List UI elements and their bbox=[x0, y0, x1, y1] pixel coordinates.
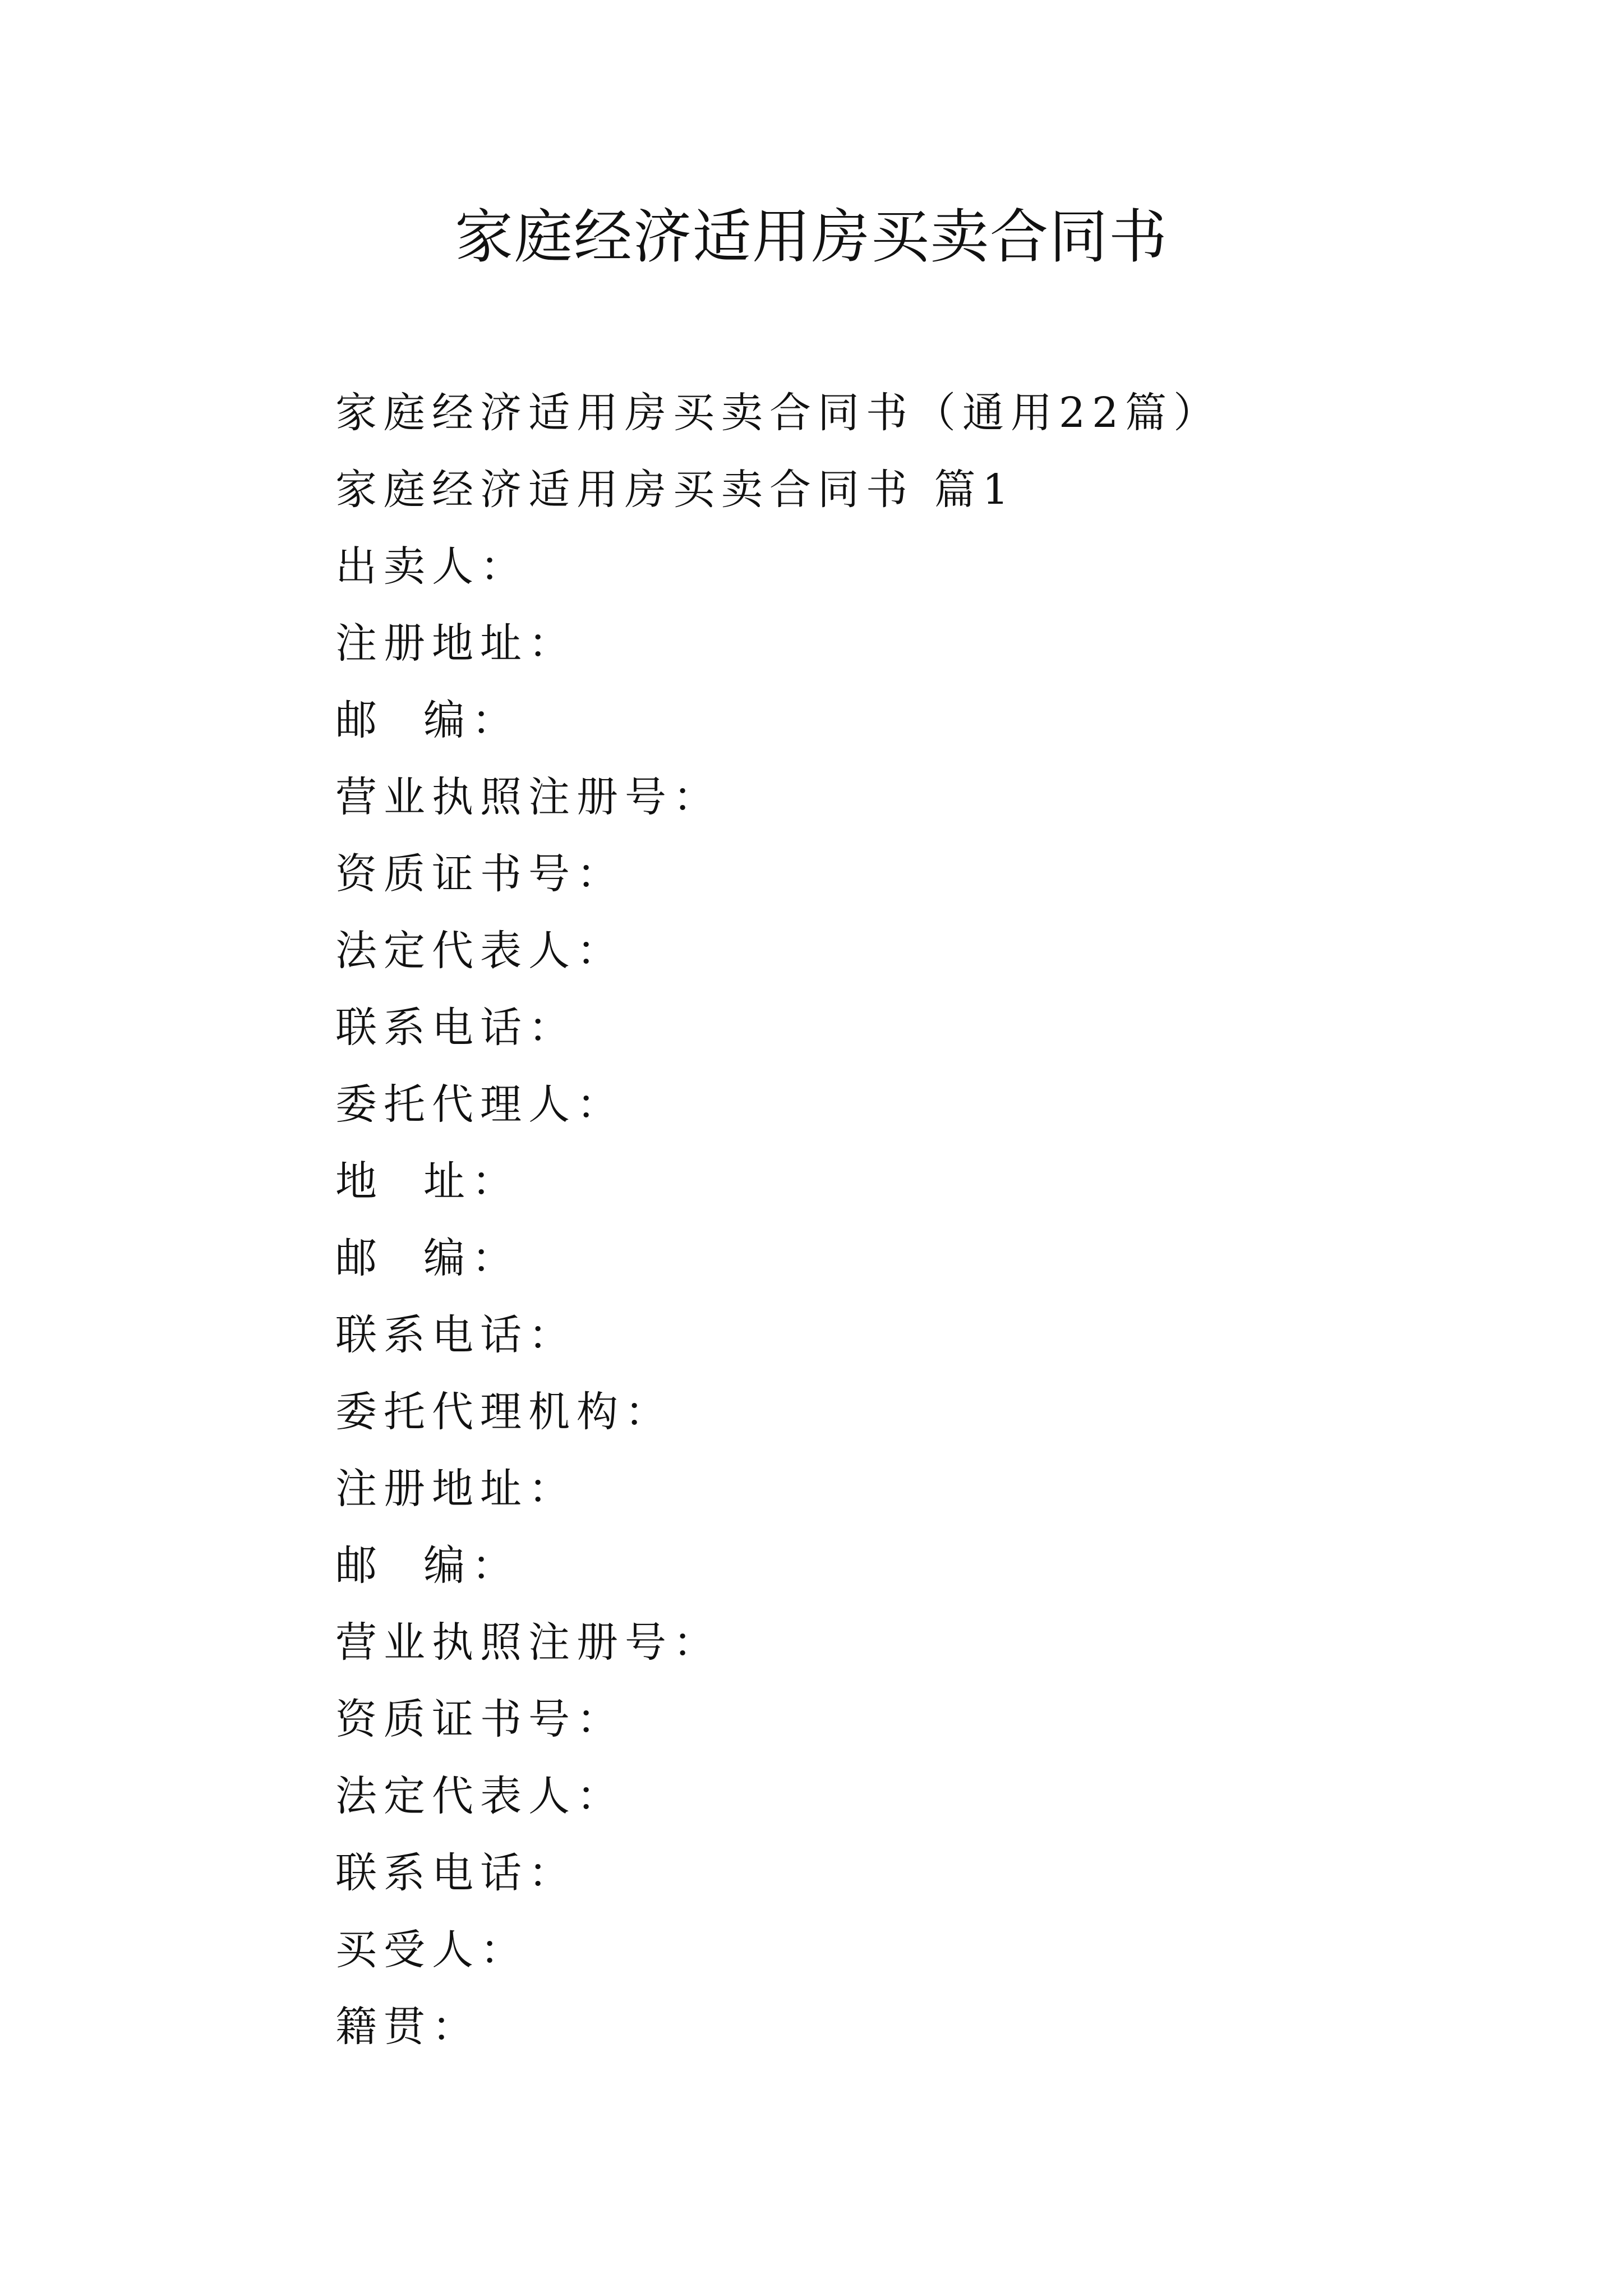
field-buyer: 买受人： bbox=[335, 1926, 528, 1974]
field-registered-address: 注册地址： bbox=[335, 1465, 577, 1513]
field-phone: 联系电话： bbox=[335, 1849, 577, 1897]
field-business-license-no: 营业执照注册号： bbox=[335, 773, 721, 821]
field-postcode: 邮 编： bbox=[335, 1542, 520, 1590]
heading-line: 家庭经济适用房买卖合同书（通用22篇） bbox=[335, 389, 1222, 437]
field-qualification-cert-no: 资质证书号： bbox=[335, 850, 625, 898]
field-qualification-cert-no: 资质证书号： bbox=[335, 1695, 625, 1743]
field-native-place: 籍贯： bbox=[335, 2003, 480, 2051]
document-body bbox=[335, 375, 1513, 2065]
field-legal-representative: 法定代表人： bbox=[335, 927, 625, 975]
field-postcode: 邮 编： bbox=[335, 1234, 520, 1282]
field-registered-address: 注册地址： bbox=[335, 619, 577, 668]
field-postcode: 邮 编： bbox=[335, 696, 520, 744]
section-heading: 家庭经济适用房买卖合同书 篇1 bbox=[335, 466, 1016, 514]
field-phone: 联系电话： bbox=[335, 1311, 577, 1359]
field-business-license-no: 营业执照注册号： bbox=[335, 1618, 721, 1667]
document-title: 家庭经济适用房买卖合同书 bbox=[454, 203, 1168, 271]
field-entrusted-agent: 委托代理人： bbox=[335, 1080, 625, 1129]
field-address: 地 址： bbox=[335, 1157, 520, 1205]
field-seller: 出卖人： bbox=[335, 542, 528, 591]
field-legal-representative: 法定代表人： bbox=[335, 1772, 625, 1820]
field-phone: 联系电话： bbox=[335, 1004, 577, 1052]
field-agency: 委托代理机构： bbox=[335, 1388, 673, 1436]
